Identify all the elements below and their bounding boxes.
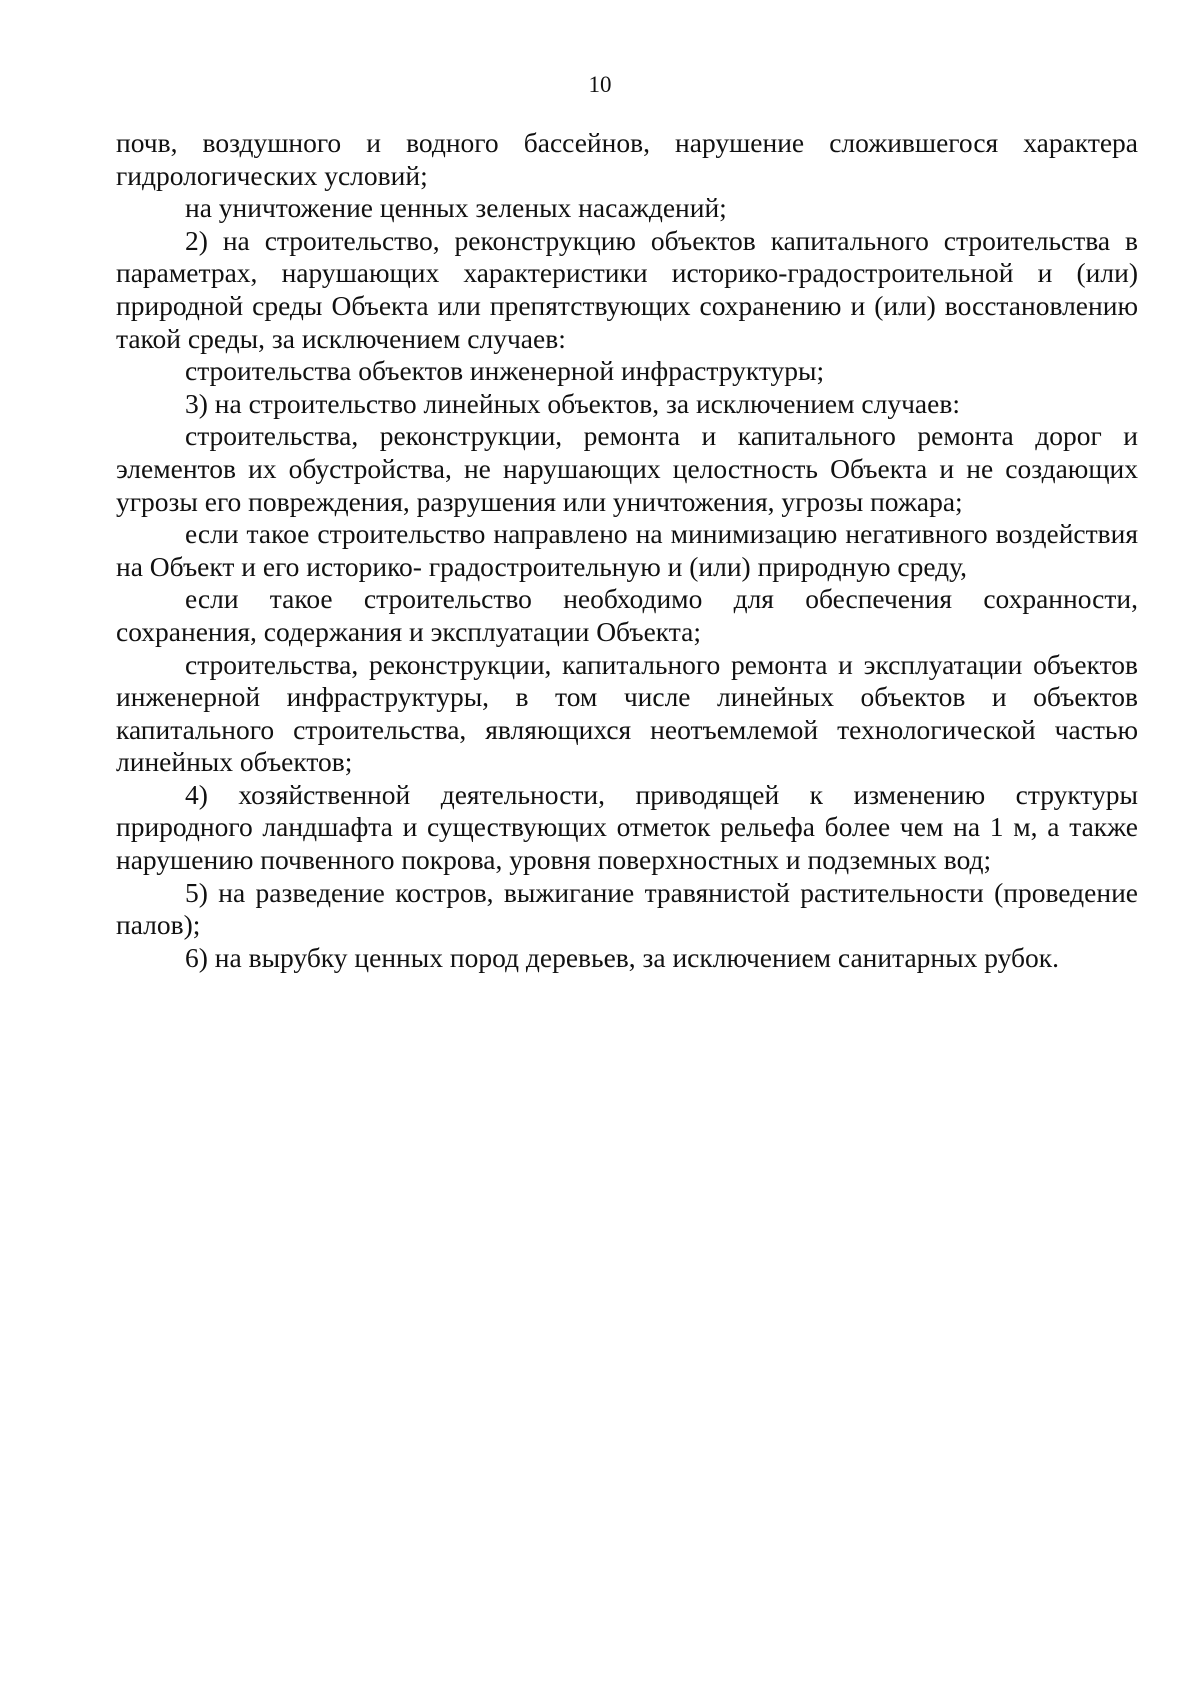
- paragraph-item-4: 4) хозяйственной деятельности, приводящей к изменению структуры природного ландшафта и существующих отметок рельефа более чем на 1 м, а также нарушению почвенного покрова, уровня поверхностных и подземных вод;: [116, 778, 1138, 876]
- paragraph: строительства, реконструкции, ремонта и капитального ремонта дорог и элементов их обустройства, не нарушающих целостность Объекта и не создающих угрозы его повреждения, разрушения или уничтожения, угрозы пожара;: [116, 420, 1138, 517]
- paragraph-item-6: 6) на вырубку ценных пород деревьев, за исключением санитарных рубок.: [185, 941, 1059, 973]
- paragraph-item-5: 5) на разведение костров, выжигание травянистой растительности (проведение палов);: [116, 876, 1138, 941]
- paragraph-item-2: 2) на строительство, реконструкцию объектов капитального строительства в параметрах, нарушающих характеристики историко-градостроительной и (или) природной среды Объекта или препятствующих сохранению и (или) восстановлению такой среды, за исключением случаев:: [116, 224, 1138, 354]
- paragraph-item-3: 3) на строительство линейных объектов, за исключением случаев:: [185, 387, 960, 419]
- paragraph: если такое строительство направлено на минимизацию негативного воздействия на Объект и его историко- градостроительную и (или) природную среду,: [116, 518, 1138, 582]
- page-number: 10: [588, 72, 612, 97]
- paragraph: если такое строительство необходимо для обеспечения сохранности, сохранения, содержания и эксплуатации Объекта;: [116, 583, 1138, 647]
- paragraph: строительства объектов инженерной инфраструктуры;: [185, 355, 825, 387]
- paragraph: на уничтожение ценных зеленых насаждений;: [185, 192, 727, 224]
- paragraph: строительства, реконструкции, капитального ремонта и эксплуатации объектов инженерной инфраструктуры, в том числе линейных объектов и объектов капитального строительства, являющихся неотъемлемой технологической частью линейных объектов;: [116, 648, 1138, 778]
- document-body: [116, 127, 1138, 974]
- paragraph-continuation: почв, воздушного и водного бассейнов, нарушение сложившегося характера гидрологических условий;: [116, 127, 1138, 191]
